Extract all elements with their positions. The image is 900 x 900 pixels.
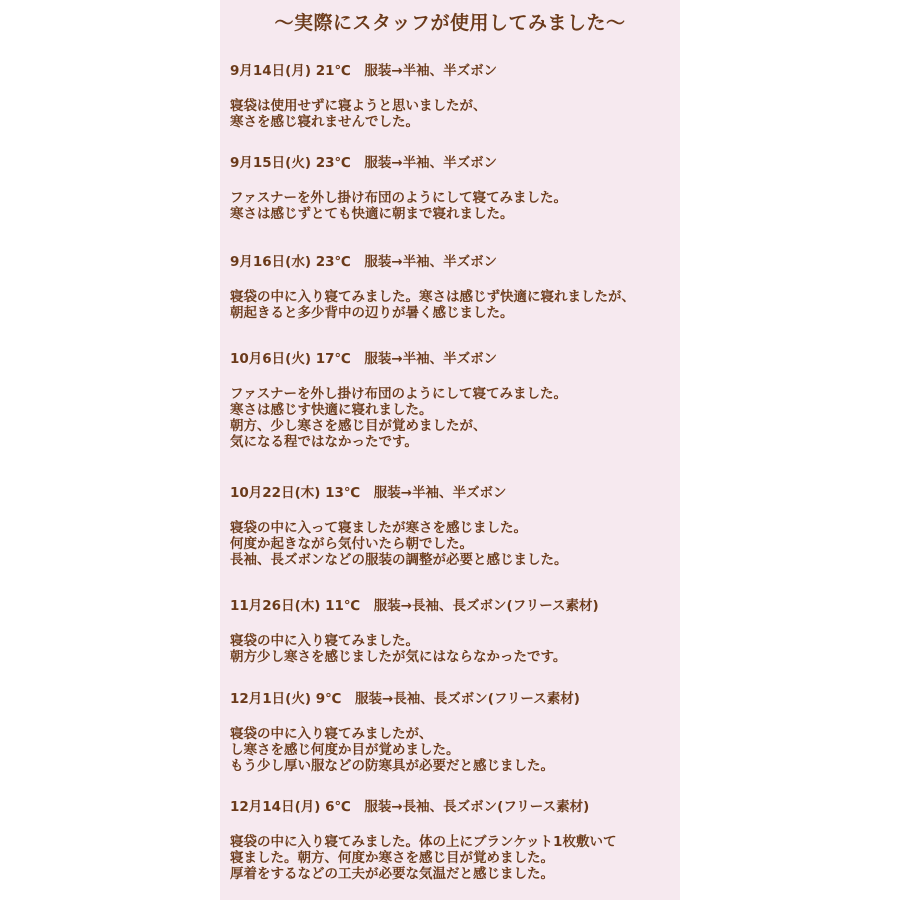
entry-line: 寝袋の中に入り寝てみましたが、 — [230, 726, 433, 742]
entry-header: 12月14日(月) 6℃ 服装→長袖、長ズボン(フリース素材) — [230, 799, 590, 815]
entry-body — [230, 726, 580, 774]
entry-line: 朝方少し寒さを感じましたが気にはならなかったです。 — [230, 649, 567, 665]
entry-header: 10月6日(火) 17℃ 服装→半袖、半ズボン — [230, 351, 498, 367]
entry-line: 寒さは感じす快適に寝れました。 — [230, 402, 433, 418]
entry-body — [230, 98, 497, 130]
entry-line: ファスナーを外し掛け布団のようにして寝てみました。 — [230, 386, 567, 402]
entry-line: 朝方、少し寒さを感じ目が覚めましたが、 — [230, 418, 487, 434]
page-title: ～実際にスタッフが使用してみました～ — [274, 12, 626, 34]
entry-line: 厚着をするなどの工夫が必要な気温だと感じました。 — [230, 866, 554, 882]
entry-line: 寝袋の中に入り寝てみました。 — [230, 633, 419, 649]
entry-body — [230, 633, 599, 665]
log-entry-4 — [230, 350, 567, 450]
log-entry-7 — [230, 690, 580, 774]
entry-header: 10月22日(木) 13℃ 服装→半袖、半ズボン — [230, 485, 507, 501]
entry-line: 寝袋の中に入り寝てみました。寒さは感じず快適に寝れましたが、 — [230, 289, 635, 305]
entry-line: もう少し厚い服などの防寒具が必要だと感じました。 — [230, 758, 554, 774]
entry-line: 何度か起きながら気付いたら朝でした。 — [230, 536, 473, 552]
entry-header: 9月16日(水) 23℃ 服装→半袖、半ズボン — [230, 254, 498, 270]
log-entry-8 — [230, 798, 616, 882]
log-entry-1 — [230, 62, 497, 130]
entry-header: 12月1日(火) 9℃ 服装→長袖、長ズボン(フリース素材) — [230, 691, 580, 707]
entry-body — [230, 289, 635, 321]
entry-line: 寝袋の中に入って寝ましたが寒さを感じました。 — [230, 520, 527, 536]
entry-body — [230, 190, 567, 222]
log-entry-2 — [230, 154, 567, 222]
entry-line: ファスナーを外し掛け布団のようにして寝てみました。 — [230, 190, 567, 206]
log-entry-6 — [230, 597, 599, 665]
entry-body — [230, 386, 567, 450]
entry-line: 寝ました。朝方、何度か寒さを感じ目が覚めました。 — [230, 850, 554, 866]
log-entry-5 — [230, 484, 568, 568]
entry-line: 長袖、長ズボンなどの服装の調整が必要と感じました。 — [230, 552, 568, 568]
entry-line: 寒さは感じずとても快適に朝まで寝れました。 — [230, 206, 514, 222]
entry-line: し寒さを感じ何度か目が覚めました。 — [230, 742, 460, 758]
log-entry-3 — [230, 253, 635, 321]
entry-header: 9月15日(火) 23℃ 服装→半袖、半ズボン — [230, 155, 498, 171]
entry-line: 寒さを感じ寝れませんでした。 — [230, 114, 419, 130]
entry-line: 寝袋は使用せずに寝ようと思いましたが、 — [230, 98, 487, 114]
entry-body — [230, 520, 568, 568]
entry-header: 11月26日(木) 11℃ 服装→長袖、長ズボン(フリース素材) — [230, 598, 599, 614]
entry-body — [230, 834, 616, 882]
entry-header: 9月14日(月) 21℃ 服装→半袖、半ズボン — [230, 63, 498, 79]
entry-line: 寝袋の中に入り寝てみました。体の上にブランケット1枚敷いて — [230, 834, 617, 850]
entry-line: 気になる程ではなかったです。 — [230, 434, 418, 450]
content-panel — [220, 0, 680, 900]
entry-line: 朝起きると多少背中の辺りが暑く感じました。 — [230, 305, 514, 321]
